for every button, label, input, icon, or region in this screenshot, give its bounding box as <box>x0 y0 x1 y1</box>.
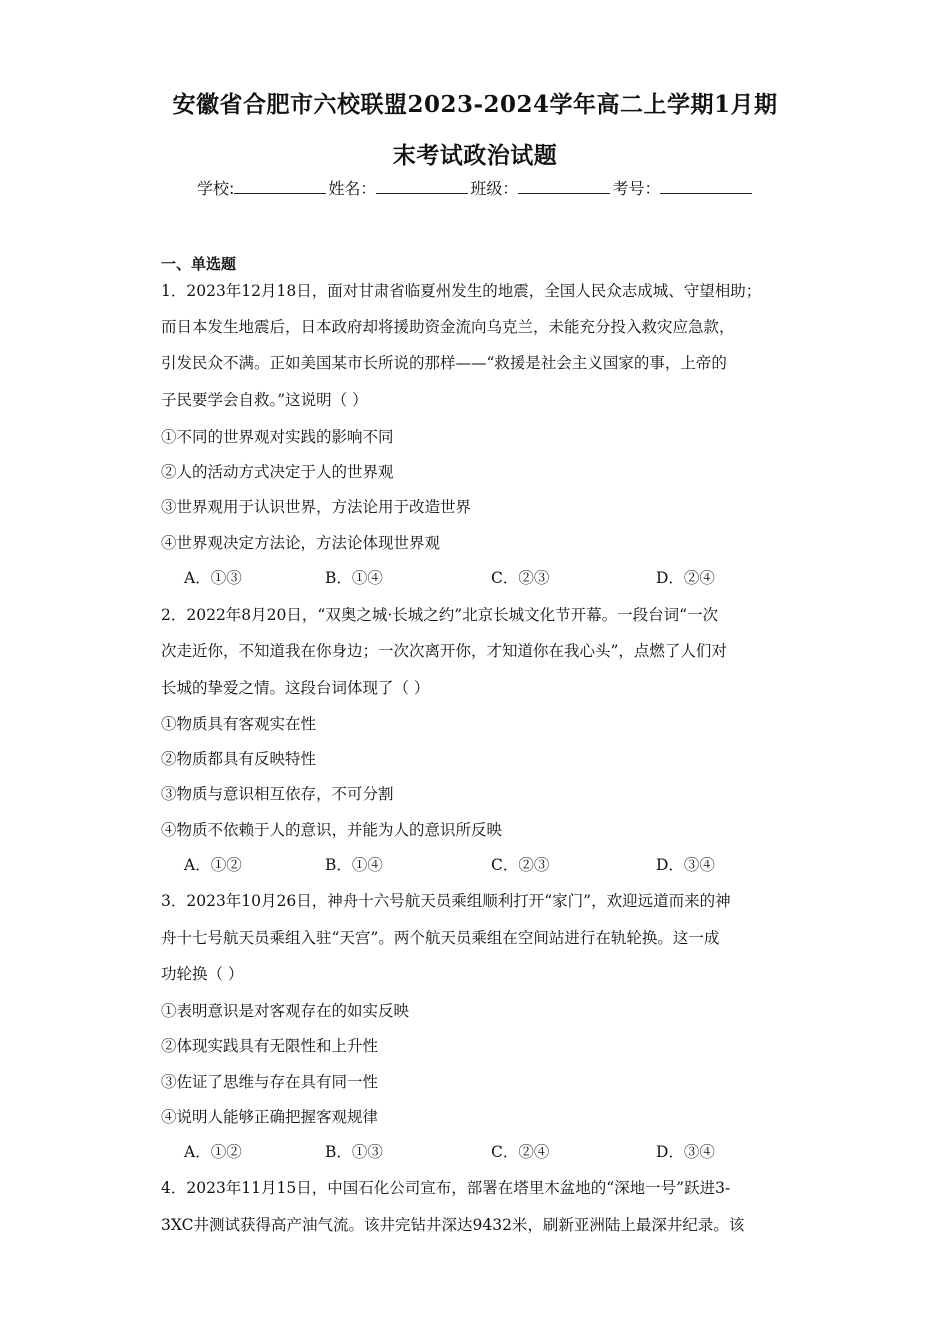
number-label: 考号： <box>612 179 661 198</box>
class-blank <box>518 178 610 194</box>
question-2-statement: ④物质不依赖于人的意识，并能为人的意识所反映 <box>161 821 503 839</box>
option-b[interactable]: B．①④ <box>325 856 383 874</box>
option-c[interactable]: C．②④ <box>491 1143 550 1161</box>
question-3-text: 舟十七号航天员乘组入驻“天宫”。两个航天员乘组在空间站进行在轨轮换。这一成 <box>161 929 720 947</box>
school-blank <box>234 178 326 194</box>
question-1-statement: ②人的活动方式决定于人的世界观 <box>161 463 394 481</box>
name-blank <box>376 178 468 194</box>
question-2-statement: ②物质都具有反映特性 <box>161 750 317 768</box>
question-4-text: 3XC井测试获得高产油气流。该井完钻井深达9432米，刷新亚洲陆上最深井纪录。该 <box>161 1216 745 1234</box>
question-3-statement: ①表明意识是对客观存在的如实反映 <box>161 1002 410 1020</box>
exam-title-line-2: 末考试政治试题 <box>392 142 558 169</box>
question-2-text: 次走近你，不知道我在你身边；一次次离开你，才知道你在我心头”，点燃了人们对 <box>161 642 727 660</box>
question-4-text: 4．2023年11月15日，中国石化公司宣布，部署在塔里木盆地的“深地一号”跃进3- <box>161 1179 731 1197</box>
option-a[interactable]: A．①② <box>184 1143 242 1161</box>
question-1-text: 子民要学会自救。”这说明（ ） <box>161 391 368 409</box>
question-1-text: 1．2023年12月18日，面对甘肃省临夏州发生的地震，全国人民众志成城、守望相助； <box>161 282 762 300</box>
option-b[interactable]: B．①③ <box>325 1143 383 1161</box>
question-2-statement: ①物质具有客观实在性 <box>161 715 317 733</box>
school-label: 学校: <box>197 179 235 198</box>
option-c[interactable]: C．②③ <box>491 569 550 587</box>
question-1-statement: ④世界观决定方法论，方法论体现世界观 <box>161 534 441 552</box>
name-label: 姓名： <box>328 179 377 198</box>
question-2-statement: ③物质与意识相互依存，不可分割 <box>161 785 394 803</box>
class-label: 班级： <box>470 179 519 198</box>
question-1-text: 而日本发生地震后，日本政府却将援助资金流向乌克兰，未能充分投入救灾应急款， <box>161 318 735 336</box>
option-d[interactable]: D．③④ <box>656 856 715 874</box>
section-heading: 一、单选题 <box>161 255 237 273</box>
question-3-text: 功轮换（ ） <box>161 965 244 983</box>
option-d[interactable]: D．②④ <box>656 569 715 587</box>
question-1-text: 引发民众不满。正如美国某市长所说的那样——“救援是社会主义国家的事，上帝的 <box>161 354 727 372</box>
question-3-text: 3．2023年10月26日，神舟十六号航天员乘组顺利打开“家门”，欢迎远道而来的神 <box>161 892 731 910</box>
question-3-statement: ③佐证了思维与存在具有同一性 <box>161 1073 379 1091</box>
question-2-text: 长城的挚爱之情。这段台词体现了（ ） <box>161 679 430 697</box>
question-1-statement: ①不同的世界观对实践的影响不同 <box>161 428 394 446</box>
option-a[interactable]: A．①③ <box>184 569 242 587</box>
exam-title-line-1: 安徽省合肥市六校联盟2023-2024学年高二上学期1月期 <box>172 91 778 118</box>
option-d[interactable]: D．③④ <box>656 1143 715 1161</box>
student-info-row <box>197 176 754 199</box>
number-blank <box>660 178 752 194</box>
question-2-text: 2．2022年8月20日，“双奥之城·长城之约”北京长城文化节开幕。一段台词“一次 <box>161 606 719 624</box>
option-b[interactable]: B．①④ <box>325 569 383 587</box>
option-a[interactable]: A．①② <box>184 856 242 874</box>
option-c[interactable]: C．②③ <box>491 856 550 874</box>
question-1-statement: ③世界观用于认识世界，方法论用于改造世界 <box>161 498 472 516</box>
question-3-statement: ②体现实践具有无限性和上升性 <box>161 1037 379 1055</box>
question-3-statement: ④说明人能够正确把握客观规律 <box>161 1108 379 1126</box>
